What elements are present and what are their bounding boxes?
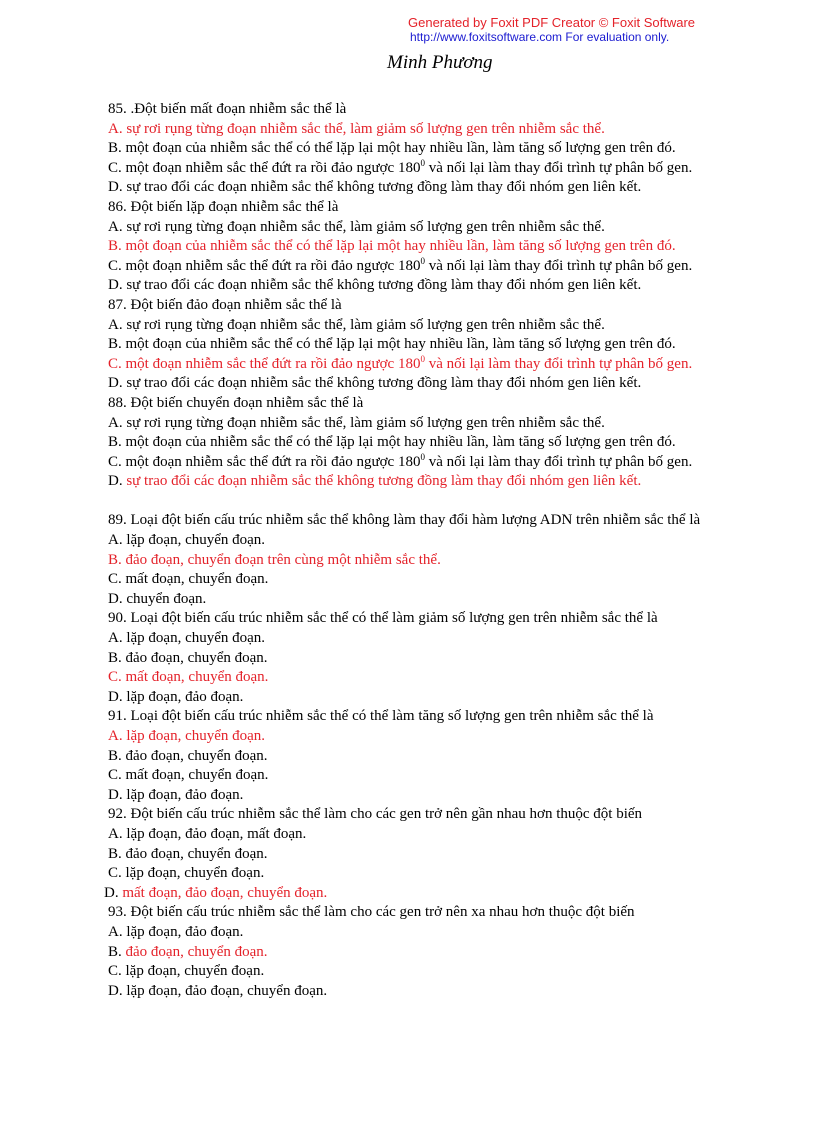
foxit-watermark (408, 15, 695, 45)
line-text: D. sự trao đổi các đoạn nhiễm sắc thể không tương đồng làm thay đổi nhóm gen liên kết. (108, 179, 642, 196)
text-line (108, 120, 808, 140)
line-text: 89. Loại đột biến cấu trúc nhiễm sắc thể không làm thay đổi hàm lượng ADN trên nhiễm sắc thể là (108, 512, 701, 529)
line-text-continued: và nối lại làm thay đổi trình tự phân bố gen. (424, 257, 693, 274)
line-text: C. mất đoạn, chuyển đoạn. (108, 767, 269, 784)
text-line (108, 433, 808, 453)
line-text: 90. Loại đột biến cấu trúc nhiễm sắc thể có thể làm giảm số lượng gen trên nhiễm sắc thể là (108, 610, 658, 627)
line-text: 93. Đột biến cấu trúc nhiễm sắc thể làm cho các gen trở nên xa nhau hơn thuộc đột biến (108, 904, 635, 921)
text-line (108, 845, 808, 865)
text-line (108, 472, 808, 492)
watermark-line-2: http://www.foxitsoftware.com For evaluation only. (410, 30, 670, 44)
text-line (108, 923, 808, 943)
line-text: C. lặp đoạn, chuyển đoạn. (108, 865, 265, 882)
text-line (108, 943, 808, 963)
line-text: D. lặp đoạn, đảo đoạn, chuyển đoạn. (108, 982, 328, 999)
line-text: A. lặp đoạn, đảo đoạn, mất đoạn. (108, 825, 307, 842)
text-line (108, 668, 808, 688)
line-text: D. sự trao đổi các đoạn nhiễm sắc thể không tương đồng làm thay đổi nhóm gen liên kết. (108, 375, 642, 392)
text-line (108, 159, 808, 179)
text-line (108, 629, 808, 649)
line-text: B. đảo đoạn, chuyển đoạn. (108, 747, 268, 764)
text-line (108, 825, 808, 845)
line-text: D. chuyển đoạn. (108, 590, 207, 607)
text-line (108, 316, 808, 336)
answer-text: đảo đoạn, chuyển đoạn. (125, 943, 268, 960)
line-text: D. (104, 884, 123, 901)
line-text: A. lặp đoạn, chuyển đoạn. (108, 728, 266, 744)
text-line (108, 688, 808, 708)
line-text: B. đảo đoạn, chuyển đoạn. (108, 649, 268, 666)
line-text: D. lặp đoạn, đảo đoạn. (108, 786, 244, 803)
line-text: B. một đoạn của nhiễm sắc thể có thể lặp lại một hay nhiều lần, làm tăng số lượng gen trên đó. (108, 336, 676, 353)
line-text: A. sự rơi rụng từng đoạn nhiễm sắc thể, làm giảm số lượng gen trên nhiễm sắc thể. (108, 414, 605, 431)
text-line (108, 296, 808, 316)
text-line (108, 531, 808, 551)
text-line (108, 257, 808, 277)
text-line (108, 335, 808, 355)
line-text: C. một đoạn nhiễm sắc thể đứt ra rồi đảo ngược 180 (108, 453, 421, 470)
text-line (108, 414, 808, 434)
text-line (108, 374, 808, 394)
line-text: C. mất đoạn, chuyển đoạn. (108, 669, 269, 686)
line-text: 88. Đột biến chuyển đoạn nhiễm sắc thể là (108, 394, 364, 411)
line-text: B. (108, 943, 126, 960)
line-text: B. đảo đoạn, chuyển đoạn trên cùng một nhiễm sắc thể. (108, 551, 441, 568)
answer-text: sự trao đổi các đoạn nhiễm sắc thể không tương đồng làm thay đổi nhóm gen liên kết. (126, 473, 642, 490)
text-line (108, 394, 808, 414)
line-text: A. lặp đoạn, chuyển đoạn. (108, 532, 266, 549)
text-line (108, 355, 808, 375)
line-text: B. đảo đoạn, chuyển đoạn. (108, 845, 268, 862)
answer-text: mất đoạn, đảo đoạn, chuyển đoạn. (122, 884, 328, 901)
line-text: C. một đoạn nhiễm sắc thể đứt ra rồi đảo ngược 180 (108, 355, 421, 372)
line-text-continued: và nối lại làm thay đổi trình tự phân bố gen. (424, 355, 693, 372)
text-line (108, 864, 808, 884)
superscript: 0 (420, 451, 425, 462)
text-line (108, 100, 808, 120)
text-line (108, 786, 808, 806)
page-header-author: Minh Phương (387, 52, 493, 73)
line-text-continued: và nối lại làm thay đổi trình tự phân bố gen. (424, 453, 693, 470)
line-text: C. một đoạn nhiễm sắc thể đứt ra rồi đảo ngược 180 (108, 159, 421, 176)
line-text: A. sự rơi rụng từng đoạn nhiễm sắc thể, làm giảm số lượng gen trên nhiễm sắc thể. (108, 120, 605, 137)
text-line (108, 727, 808, 747)
line-text: A. lặp đoạn, đảo đoạn. (108, 923, 244, 940)
text-line (108, 747, 808, 767)
line-text: C. lặp đoạn, chuyển đoạn. (108, 963, 265, 980)
text-line (108, 962, 808, 982)
superscript: 0 (420, 157, 425, 168)
text-line (108, 511, 808, 531)
question-list (104, 100, 808, 1001)
text-line (108, 570, 808, 590)
line-text: C. mất đoạn, chuyển đoạn. (108, 571, 269, 588)
text-line (108, 139, 808, 159)
text-line (108, 276, 808, 296)
line-text: D. lặp đoạn, đảo đoạn. (108, 688, 244, 705)
line-text: A. sự rơi rụng từng đoạn nhiễm sắc thể, làm giảm số lượng gen trên nhiễm sắc thể. (108, 218, 605, 235)
text-line (108, 609, 808, 629)
line-text: A. lặp đoạn, chuyển đoạn. (108, 630, 266, 647)
superscript: 0 (420, 255, 425, 266)
text-line (108, 178, 808, 198)
blank-line (108, 492, 808, 512)
line-text: B. một đoạn của nhiễm sắc thể có thể lặp lại một hay nhiều lần, làm tăng số lượng gen trên đó. (108, 140, 676, 157)
text-line (108, 551, 808, 571)
line-text-continued: và nối lại làm thay đổi trình tự phân bố gen. (424, 159, 693, 176)
line-text: 85. .Đột biến mất đoạn nhiễm sắc thể là (108, 101, 347, 117)
line-text: 86. Đột biến lặp đoạn nhiễm sắc thể là (108, 198, 339, 215)
text-line (108, 218, 808, 238)
line-text: 91. Loại đột biến cấu trúc nhiễm sắc thể có thể làm tăng số lượng gen trên nhiễm sắc thể là (108, 708, 654, 725)
text-line (104, 884, 808, 904)
text-line (108, 198, 808, 218)
line-text: 92. Đột biến cấu trúc nhiễm sắc thể làm cho các gen trở nên gần nhau hơn thuộc đột biến (108, 806, 643, 823)
line-text: D. sự trao đổi các đoạn nhiễm sắc thể không tương đồng làm thay đổi nhóm gen liên kết. (108, 277, 642, 294)
text-line (108, 805, 808, 825)
text-line (108, 982, 808, 1002)
line-text: B. một đoạn của nhiễm sắc thể có thể lặp lại một hay nhiều lần, làm tăng số lượng gen trên đó. (108, 238, 676, 255)
text-line (108, 237, 808, 257)
line-text: D. (108, 473, 127, 490)
text-line (108, 766, 808, 786)
text-line (108, 453, 808, 473)
line-text: C. một đoạn nhiễm sắc thể đứt ra rồi đảo ngược 180 (108, 257, 421, 274)
watermark-line-1: Generated by Foxit PDF Creator © Foxit Software (408, 15, 696, 30)
line-text: A. sự rơi rụng từng đoạn nhiễm sắc thể, làm giảm số lượng gen trên nhiễm sắc thể. (108, 316, 605, 333)
text-line (108, 903, 808, 923)
text-line (108, 590, 808, 610)
text-line (108, 649, 808, 669)
superscript: 0 (420, 353, 425, 364)
text-line (108, 707, 808, 727)
line-text: 87. Đột biến đảo đoạn nhiễm sắc thể là (108, 296, 342, 313)
line-text: B. một đoạn của nhiễm sắc thể có thể lặp lại một hay nhiều lần, làm tăng số lượng gen trên đó. (108, 434, 676, 451)
